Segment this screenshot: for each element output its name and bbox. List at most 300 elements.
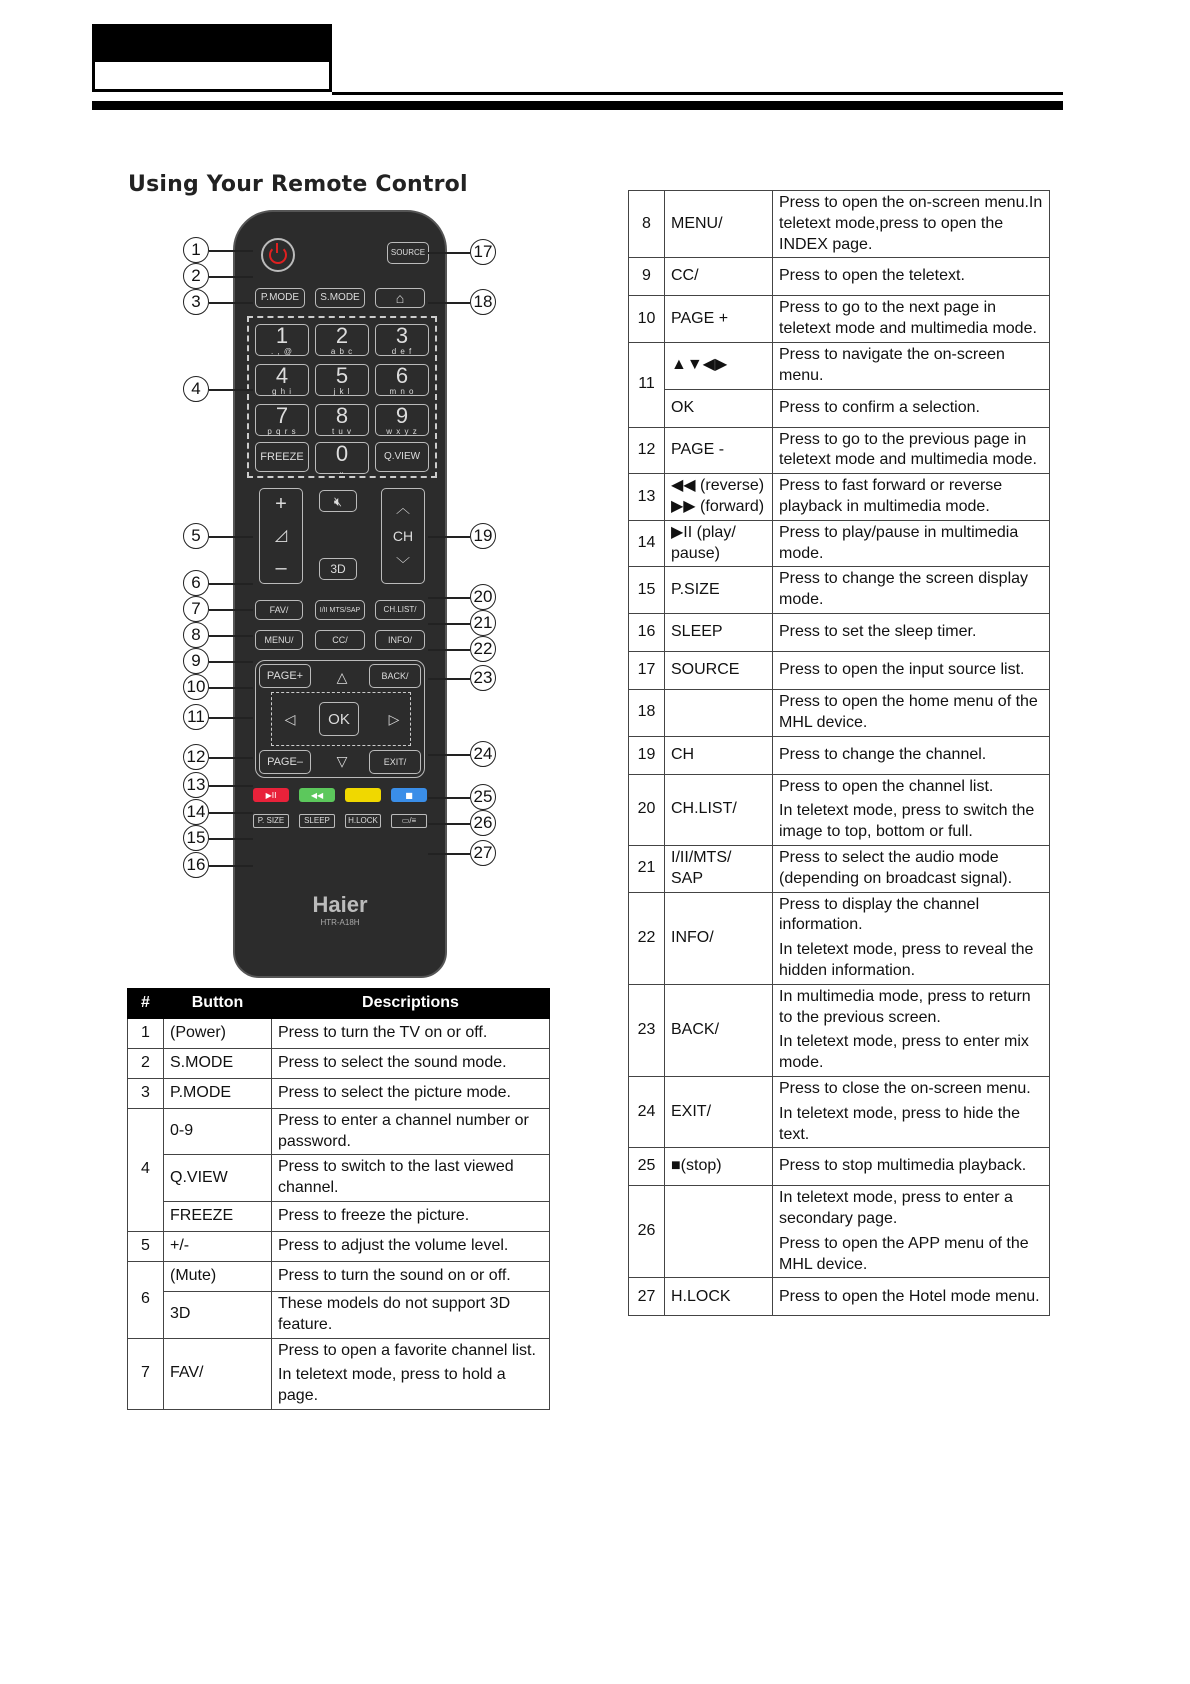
- table-row: [128, 1291, 550, 1338]
- desc-text: Press to open the teletext.: [779, 267, 965, 285]
- desc-text: Press to adjust the volume level.: [278, 1237, 509, 1255]
- row-number: 17: [629, 651, 665, 689]
- cc-button: CC/: [315, 630, 365, 650]
- desc-cell: [773, 342, 1050, 389]
- menu-button: MENU/: [255, 630, 303, 650]
- numpad-letters: t u v: [331, 426, 353, 436]
- table-row: [128, 1261, 550, 1291]
- leader-line: [209, 785, 253, 787]
- callout-24: 24: [470, 741, 496, 767]
- button-cell: [665, 689, 773, 736]
- table-row: [128, 1338, 550, 1409]
- callout-13: 13: [183, 772, 209, 798]
- row-number: 1: [128, 1018, 164, 1048]
- numpad-letters: d e f: [391, 346, 413, 356]
- desc-text: In teletext mode, press to enter mix mode.: [779, 1033, 1029, 1072]
- table-row: [629, 845, 1050, 892]
- arrow-left-icon: ◁: [284, 711, 296, 727]
- button-cell: (Mute): [164, 1261, 272, 1291]
- button-cell: ▲▼◀▶: [665, 342, 773, 389]
- numpad-digit: 3: [395, 322, 409, 348]
- desc-cell: [272, 1155, 550, 1202]
- row-number: 9: [629, 258, 665, 296]
- desc-text: In multimedia mode, press to return to the previous screen.: [779, 987, 1031, 1026]
- desc-text: Press to open the input source list.: [779, 661, 1025, 679]
- desc-cell: [773, 892, 1050, 984]
- leader-line: [209, 583, 253, 585]
- row-number: 21: [629, 845, 665, 892]
- page-title: Using Your Remote Control: [128, 172, 468, 197]
- desc-cell: [272, 1048, 550, 1078]
- button-cell: S.MODE: [164, 1048, 272, 1078]
- fav-button: FAV/: [255, 600, 303, 620]
- volume-rocker: [259, 488, 303, 584]
- desc-text: Press to open a favorite channel list.: [278, 1341, 536, 1359]
- desc-text: Press to confirm a selection.: [779, 398, 980, 416]
- numpad-letters: a b c: [330, 346, 354, 356]
- numpad-key-7: [255, 404, 309, 436]
- header-rule-thick: [92, 101, 1063, 110]
- row-number: 4: [128, 1108, 164, 1231]
- numpad-key-8: [315, 404, 369, 436]
- callout-7: 7: [183, 596, 209, 622]
- button-table-right: [628, 190, 1050, 1316]
- desc-text: Press to open the home menu of the MHL device.: [779, 692, 1038, 731]
- callout-19: 19: [470, 523, 496, 549]
- numpad-key-9: [375, 404, 429, 436]
- callout-11: 11: [183, 704, 209, 730]
- leader-line: [209, 838, 253, 840]
- callout-2: 2: [183, 263, 209, 289]
- callout-26: 26: [470, 810, 496, 836]
- desc-cell: [272, 1078, 550, 1108]
- numpad-key-5: [315, 364, 369, 396]
- desc-text: Press to open the on-screen menu.In teletext mode,press to open the INDEX page.: [779, 194, 1043, 253]
- button-cell: SOURCE: [665, 651, 773, 689]
- plus-icon: +: [275, 493, 287, 515]
- row-number: 25: [629, 1148, 665, 1186]
- numpad-digit: 2: [335, 322, 349, 348]
- leader-line: [428, 623, 470, 625]
- button-cell: (Power): [164, 1018, 272, 1048]
- button-cell: CH: [665, 736, 773, 774]
- table-row: [128, 1018, 550, 1048]
- desc-text: In teletext mode, press to reveal the hidden information.: [779, 941, 1034, 979]
- numpad-digit: 7: [275, 402, 289, 428]
- desc-cell: [773, 296, 1050, 343]
- psize-button: P. SIZE: [253, 814, 289, 828]
- desc-text: Press to turn the sound on or off.: [278, 1267, 511, 1285]
- row-number: 22: [629, 892, 665, 984]
- table-row: [128, 1231, 550, 1261]
- leader-line: [209, 389, 253, 391]
- leader-line: [209, 276, 253, 278]
- button-cell: Q.VIEW: [164, 1155, 272, 1202]
- leader-line: [428, 649, 470, 651]
- table-row: [629, 474, 1050, 521]
- desc-text: Press to select the picture mode.: [278, 1083, 511, 1101]
- callout-1: 1: [183, 237, 209, 263]
- table-row: [629, 736, 1050, 774]
- callout-8: 8: [183, 622, 209, 648]
- table-row: [128, 1078, 550, 1108]
- leader-line: [209, 717, 253, 719]
- leader-line: [209, 812, 253, 814]
- numpad-digit: 8: [335, 402, 349, 428]
- desc-text: In teletext mode, press to hold a page.: [278, 1366, 506, 1405]
- numpad-letters: . , @: [270, 346, 293, 356]
- leader-line: [428, 536, 470, 538]
- numpad-key-0: [315, 442, 369, 474]
- desc-cell: [272, 1291, 550, 1338]
- desc-text: Press to go to the next page in teletext mode and multimedia mode.: [779, 299, 1037, 338]
- leader-line: [209, 865, 253, 867]
- callout-20: 20: [470, 584, 496, 610]
- numpad-letters: p q r s: [267, 426, 297, 436]
- desc-cell: [773, 389, 1050, 427]
- remote-control-illustration: [233, 210, 447, 978]
- leader-line: [428, 302, 470, 304]
- numpad-key-1: [255, 324, 309, 356]
- mute-button: [319, 490, 357, 512]
- numpad-digit: 5: [335, 362, 349, 388]
- table-row: [629, 191, 1050, 258]
- button-cell: I/II/MTS/ SAP: [665, 845, 773, 892]
- page-up-button: PAGE+: [259, 664, 311, 688]
- row-number: 7: [128, 1338, 164, 1409]
- table-row: [629, 389, 1050, 427]
- table-row: [629, 892, 1050, 984]
- leader-line: [428, 853, 470, 855]
- desc-cell: [272, 1231, 550, 1261]
- row-number: 3: [128, 1078, 164, 1108]
- yellow-forward-button: [345, 788, 381, 802]
- desc-cell: [773, 427, 1050, 474]
- desc-text: Press to display the channel information.: [779, 895, 980, 934]
- table-row: [629, 984, 1050, 1076]
- table-row: [629, 427, 1050, 474]
- numpad-key-4: [255, 364, 309, 396]
- row-number: 16: [629, 613, 665, 651]
- row-number: 13: [629, 474, 665, 521]
- chevron-up-icon: ︿: [396, 500, 410, 516]
- desc-cell: [773, 258, 1050, 296]
- green-rewind-button: ◀◀: [299, 788, 335, 802]
- header-white-tab: [92, 62, 332, 92]
- row-number: 2: [128, 1048, 164, 1078]
- table-row: [629, 689, 1050, 736]
- header-rule-thin: [332, 92, 1063, 95]
- desc-text: Press to open the Hotel mode menu.: [779, 1287, 1040, 1305]
- model-number: HTR-A18H: [320, 918, 360, 927]
- leader-line: [209, 250, 253, 252]
- callout-27: 27: [470, 840, 496, 866]
- chevron-down-icon: ﹀: [396, 556, 410, 572]
- row-number: 18: [629, 689, 665, 736]
- minus-icon: –: [275, 557, 287, 579]
- desc-text: Press to enter a channel number or password.: [278, 1111, 529, 1150]
- 3d-button: 3D: [319, 558, 357, 580]
- leader-line: [428, 597, 470, 599]
- row-number: 12: [629, 427, 665, 474]
- callout-3: 3: [183, 289, 209, 315]
- callout-22: 22: [470, 636, 496, 662]
- left-table-body: [128, 1018, 550, 1409]
- table-row: [128, 1155, 550, 1202]
- power-icon: [269, 246, 287, 264]
- table-row: [629, 774, 1050, 845]
- table-header-row: [128, 989, 550, 1019]
- power-button: [261, 238, 295, 272]
- button-cell: ▶II (play/ pause): [665, 520, 773, 567]
- table-row: [629, 1148, 1050, 1186]
- numpad-letters: g h i: [271, 386, 293, 396]
- table-row: [629, 1278, 1050, 1316]
- desc-text: Press to set the sleep timer.: [779, 623, 977, 641]
- subpage-icon: ▭/≡: [401, 816, 417, 825]
- button-cell: EXIT/: [665, 1076, 773, 1147]
- table-row: [629, 520, 1050, 567]
- button-cell: CH.LIST/: [665, 774, 773, 845]
- button-cell: ◀◀ (reverse) ▶▶ (forward): [665, 474, 773, 521]
- callout-23: 23: [470, 665, 496, 691]
- numpad-letters: ⎵: [339, 464, 345, 474]
- table-row: [128, 1108, 550, 1155]
- callout-21: 21: [470, 610, 496, 636]
- leader-line: [209, 687, 253, 689]
- desc-cell: [773, 689, 1050, 736]
- desc-cell: [773, 567, 1050, 614]
- callout-25: 25: [470, 784, 496, 810]
- right-table-body: [629, 191, 1050, 1316]
- button-cell: P.SIZE: [665, 567, 773, 614]
- row-number: 15: [629, 567, 665, 614]
- leader-line: [428, 678, 470, 680]
- callout-12: 12: [183, 744, 209, 770]
- qview-button: Q.VIEW: [375, 442, 429, 472]
- desc-cell: [773, 1076, 1050, 1147]
- desc-cell: [272, 1201, 550, 1231]
- callout-4: 4: [183, 376, 209, 402]
- numpad-digit: 6: [395, 362, 409, 388]
- button-cell: PAGE +: [665, 296, 773, 343]
- leader-line: [209, 757, 253, 759]
- desc-text: Press to select the audio mode (depending on broadcast signal).: [779, 848, 1013, 887]
- desc-text: Press to switch to the last viewed channel.: [278, 1158, 514, 1197]
- leader-line: [209, 536, 253, 538]
- channel-rocker: [381, 488, 425, 584]
- brand-logo: Haier: [312, 892, 368, 917]
- desc-text: Press to change the screen display mode.: [779, 570, 1029, 609]
- home-button: [375, 288, 425, 308]
- desc-cell: [773, 613, 1050, 651]
- arrow-up-icon: △: [336, 669, 348, 685]
- button-cell: [665, 1186, 773, 1278]
- table-row: [629, 651, 1050, 689]
- desc-text: Press to turn the TV on or off.: [278, 1023, 488, 1041]
- table-row: [128, 1048, 550, 1078]
- button-cell: P.MODE: [164, 1078, 272, 1108]
- desc-text: In teletext mode, press to switch the image to top, bottom or full.: [779, 802, 1035, 841]
- desc-cell: [773, 520, 1050, 567]
- table-row: [629, 296, 1050, 343]
- desc-cell: [773, 1278, 1050, 1316]
- leader-line: [209, 609, 253, 611]
- desc-cell: [773, 736, 1050, 774]
- numpad-key-6: [375, 364, 429, 396]
- header-num: #: [128, 989, 164, 1019]
- desc-text: Press to change the channel.: [779, 745, 987, 763]
- desc-cell: [773, 774, 1050, 845]
- numpad-letters: m n o: [389, 386, 415, 396]
- row-number: 20: [629, 774, 665, 845]
- row-number: 14: [629, 520, 665, 567]
- button-cell: FREEZE: [164, 1201, 272, 1231]
- desc-cell: [773, 191, 1050, 258]
- callout-16: 16: [183, 852, 209, 878]
- button-cell: OK: [665, 389, 773, 427]
- row-number: 27: [629, 1278, 665, 1316]
- button-cell: H.LOCK: [665, 1278, 773, 1316]
- numpad-key-2: [315, 324, 369, 356]
- desc-cell: [773, 1148, 1050, 1186]
- desc-cell: [272, 1018, 550, 1048]
- numpad-letters: w x y z: [386, 426, 418, 436]
- callout-6: 6: [183, 570, 209, 596]
- desc-text: In teletext mode, press to enter a secondary page.: [779, 1189, 1013, 1228]
- button-cell: 3D: [164, 1291, 272, 1338]
- table-row: [629, 342, 1050, 389]
- row-number: 8: [629, 191, 665, 258]
- callout-15: 15: [183, 825, 209, 851]
- callout-5: 5: [183, 523, 209, 549]
- numpad-digit: 0: [335, 440, 349, 466]
- desc-text: These models do not support 3D feature.: [278, 1294, 511, 1333]
- button-cell: +/-: [164, 1231, 272, 1261]
- desc-text: Press to open the channel list.: [779, 777, 994, 795]
- mts-button: I/II MTS/SAP: [315, 600, 365, 620]
- chlist-button: CH.LIST/: [375, 600, 425, 620]
- row-number: 19: [629, 736, 665, 774]
- button-cell: INFO/: [665, 892, 773, 984]
- desc-text: Press to fast forward or reverse playback in multimedia mode.: [779, 477, 1003, 515]
- desc-cell: [773, 1186, 1050, 1278]
- row-number: 5: [128, 1231, 164, 1261]
- header-black-block: [92, 24, 332, 62]
- button-cell: BACK/: [665, 984, 773, 1076]
- row-number: 11: [629, 342, 665, 427]
- arrow-down-icon: ▽: [336, 753, 348, 769]
- numpad-digit: 9: [395, 402, 409, 428]
- table-row: [629, 1186, 1050, 1278]
- leader-line: [428, 797, 470, 799]
- red-play-pause-button: ▶II: [253, 788, 289, 802]
- desc-text: Press to navigate the on-screen menu.: [779, 345, 1005, 384]
- table-row: [629, 613, 1050, 651]
- desc-text: Press to play/pause in multimedia mode.: [779, 523, 1019, 562]
- header-desc: Descriptions: [272, 989, 550, 1019]
- sleep-button: SLEEP: [299, 814, 335, 828]
- row-number: 10: [629, 296, 665, 343]
- leader-line: [428, 754, 470, 756]
- table-row: [629, 1076, 1050, 1147]
- button-table-left: [127, 988, 550, 1410]
- button-cell: SLEEP: [665, 613, 773, 651]
- app-button: [391, 814, 427, 828]
- row-number: 24: [629, 1076, 665, 1147]
- freeze-button: FREEZE: [255, 442, 309, 472]
- home-icon: ⌂: [395, 290, 405, 306]
- ch-label: CH: [392, 528, 414, 544]
- button-cell: PAGE -: [665, 427, 773, 474]
- button-cell: CC/: [665, 258, 773, 296]
- numpad-key-3: [375, 324, 429, 356]
- arrow-right-icon: ▷: [388, 711, 400, 727]
- leader-line: [209, 661, 253, 663]
- table-row: [629, 258, 1050, 296]
- desc-text: Press to freeze the picture.: [278, 1207, 470, 1225]
- numpad-letters: j k l: [333, 386, 351, 396]
- desc-text: Press to select the sound mode.: [278, 1053, 507, 1071]
- desc-cell: [272, 1338, 550, 1409]
- button-cell: 0-9: [164, 1108, 272, 1155]
- source-button: SOURCE: [387, 242, 429, 264]
- pmode-button: P.MODE: [255, 288, 305, 308]
- desc-cell: [773, 845, 1050, 892]
- desc-text: Press to open the APP menu of the MHL device.: [779, 1234, 1029, 1273]
- numpad-digit: 4: [275, 362, 289, 388]
- callout-9: 9: [183, 648, 209, 674]
- table-row: [629, 567, 1050, 614]
- volume-icon: ◿: [274, 527, 288, 544]
- smode-button: S.MODE: [315, 288, 365, 308]
- hlock-button: H.LOCK: [345, 814, 381, 828]
- callout-17: 17: [470, 239, 496, 265]
- button-cell: ■(stop): [665, 1148, 773, 1186]
- exit-button: EXIT/: [369, 750, 421, 774]
- callout-14: 14: [183, 799, 209, 825]
- desc-text: Press to stop multimedia playback.: [779, 1157, 1027, 1175]
- desc-cell: [773, 651, 1050, 689]
- leader-line: [428, 252, 470, 254]
- button-cell: MENU/: [665, 191, 773, 258]
- numpad-digit: 1: [275, 322, 289, 348]
- mute-icon: 🔇︎: [333, 493, 343, 509]
- leader-line: [209, 635, 253, 637]
- leader-line: [428, 823, 470, 825]
- table-row: [128, 1201, 550, 1231]
- info-button: INFO/: [375, 630, 425, 650]
- row-number: 26: [629, 1186, 665, 1278]
- button-cell: FAV/: [164, 1338, 272, 1409]
- desc-text: In teletext mode, press to hide the text.: [779, 1104, 1021, 1143]
- desc-cell: [272, 1261, 550, 1291]
- blue-stop-button: ■: [391, 788, 427, 802]
- back-button: BACK/: [369, 664, 421, 688]
- header-button: Button: [164, 989, 272, 1019]
- desc-text: Press to close the on-screen menu.: [779, 1079, 1031, 1097]
- page-down-button: PAGE–: [259, 750, 311, 774]
- ok-button: OK: [319, 702, 359, 736]
- leader-line: [209, 302, 253, 304]
- desc-cell: [773, 984, 1050, 1076]
- row-number: 6: [128, 1261, 164, 1338]
- callout-18: 18: [470, 289, 496, 315]
- desc-text: Press to go to the previous page in teletext mode and multimedia mode.: [779, 430, 1037, 469]
- callout-10: 10: [183, 674, 209, 700]
- desc-cell: [773, 474, 1050, 521]
- desc-cell: [272, 1108, 550, 1155]
